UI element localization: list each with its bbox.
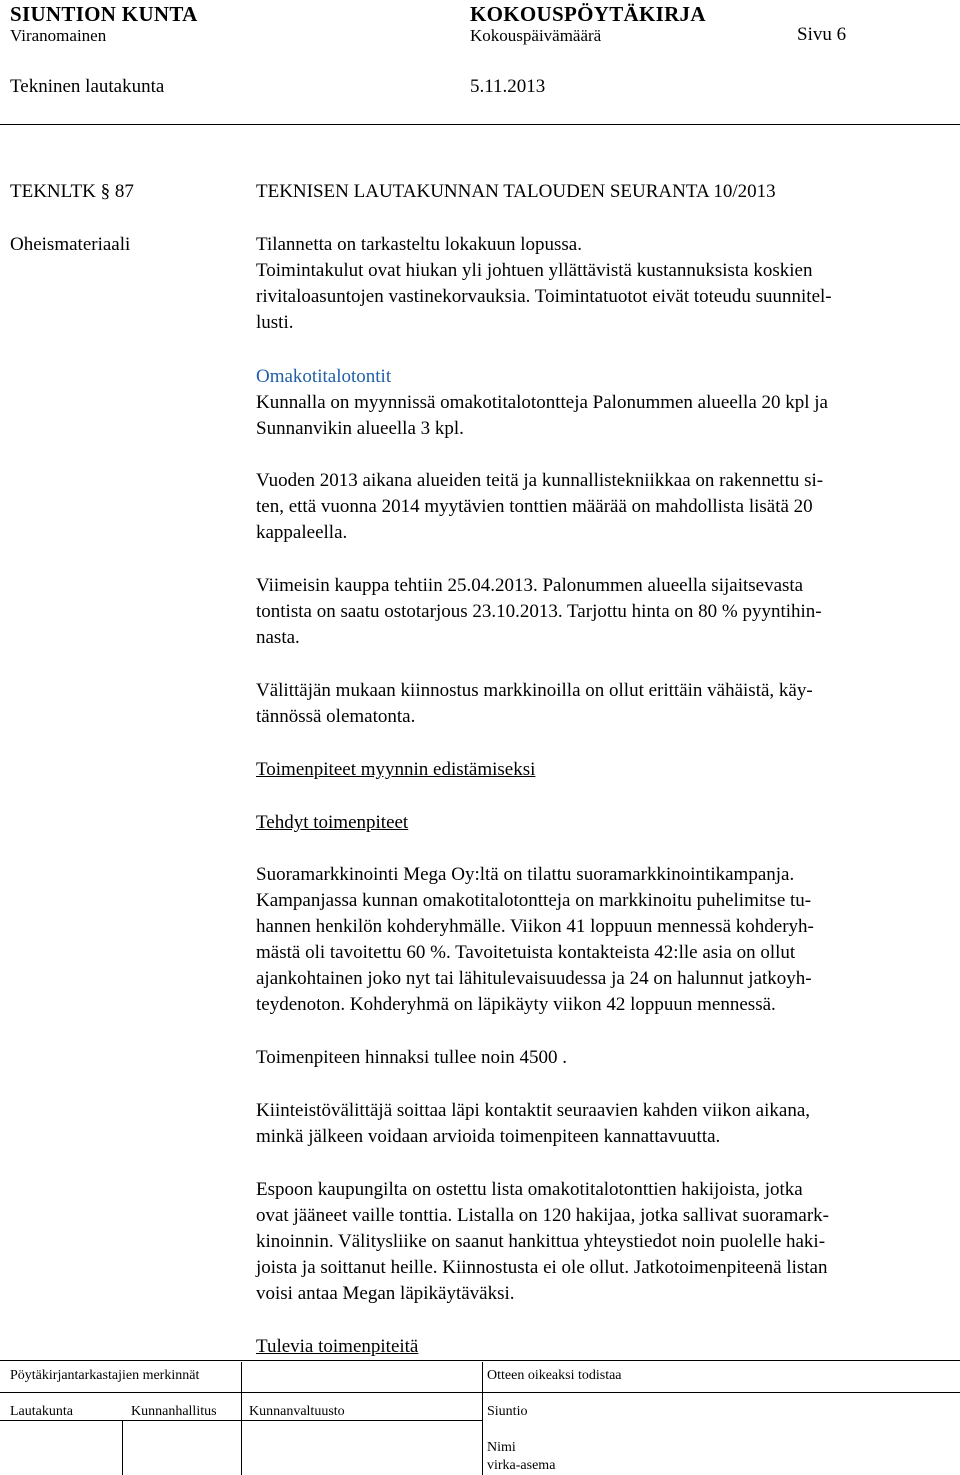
paragraph-status (256, 232, 951, 336)
text-line: nasta. (256, 627, 300, 648)
footer-vline-1 (122, 1420, 123, 1475)
col-council: Kunnanvaltuusto (249, 1404, 345, 1419)
footer-top-rule (0, 1360, 960, 1361)
paragraph-last-sale (256, 573, 951, 651)
name-label: Nimi (487, 1440, 516, 1455)
text-line: Kiinteistövälittäjä soittaa läpi kontaktit seuraavien kahden viikon aikana, (256, 1100, 811, 1121)
heading-done-measures (256, 810, 951, 836)
meeting-date: 5.11.2013 (470, 76, 546, 97)
date-label: Kokouspäivämäärä (470, 26, 602, 45)
page-number: Sivu 6 (797, 24, 847, 45)
attachment-label: Oheismateriaali (10, 234, 131, 255)
footer-vline-2 (241, 1362, 242, 1475)
heading-measures-text: Toimenpiteet myynnin edistämiseksi (256, 759, 536, 780)
paragraph-infrastructure (256, 468, 951, 546)
text-line: rivitaloasuntojen vastinekorvauksia. Toimintatuotot eivät toteudu suunnitel- (256, 286, 832, 307)
text-line: Sunnanvikin alueella 3 kpl. (256, 418, 464, 439)
text-line: mästä oli tavoitettu 60 %. Tavoitetuista kontakteista 42:lle asia on ollut (256, 942, 796, 963)
committee-name: Tekninen lautakunta (10, 76, 165, 97)
heading-done-measures-text: Tehdyt toimenpiteet (256, 812, 409, 833)
section-title: TEKNISEN LAUTAKUNNAN TALOUDEN SEURANTA 10/2013 (256, 181, 776, 202)
header-divider (0, 124, 960, 125)
text-line: joista ja soittanut heille. Kiinnostusta ei ole ollut. Jatkotoimenpiteenä listan (256, 1257, 828, 1278)
text-line: minkä jälkeen voidaan arvioida toimenpiteen kannattavuutta. (256, 1126, 721, 1147)
text-line: Tilannetta on tarkasteltu lokakuun lopussa. (256, 234, 582, 255)
heading-omakotitalotontit: Omakotitalotontit (256, 366, 392, 387)
text-line: Viimeisin kauppa tehtiin 25.04.2013. Palonummen alueella sijaitsevasta (256, 575, 804, 596)
text-line: Vuoden 2013 aikana alueiden teitä ja kunnallistekniikkaa on rakennettu si- (256, 470, 824, 491)
authority-label: Viranomainen (10, 26, 107, 45)
text-line: Kunnalla on myynnissä omakotitalotontteja Palonummen alueella 20 kpl ja (256, 392, 828, 413)
footer-vline-3 (482, 1362, 483, 1475)
paragraph-campaign (256, 862, 951, 1018)
certified-label: Otteen oikeaksi todistaa (487, 1368, 622, 1383)
heading-upcoming (256, 1334, 951, 1360)
paragraph-cost (256, 1045, 951, 1071)
signers-label: Pöytäkirjantarkastajien merkinnät (10, 1368, 200, 1383)
col-municipal-board: Kunnanhallitus (131, 1404, 217, 1419)
text-line: ten, että vuonna 2014 myytävien tonttien määrää on mahdollista lisätä 20 (256, 496, 813, 517)
paragraph-broker (256, 678, 951, 730)
text-line: teydenoton. Kohderyhmä on läpikäyty viikon 42 loppuun mennessä. (256, 994, 776, 1015)
text-line: Kampanjassa kunnan omakotitalotontteja on markkinoitu puhelimitse tu- (256, 890, 812, 911)
text-line: kappaleella. (256, 522, 348, 543)
document-type: KOKOUSPÖYTÄKIRJA (470, 2, 706, 26)
text-line: Espoon kaupungilta on ostettu lista omakotitalotonttien hakijoista, jotka (256, 1179, 803, 1200)
org-name: SIUNTION KUNTA (10, 2, 198, 26)
text-line: Toimintakulut ovat hiukan yli johtuen yllättävistä kustannuksista koskien (256, 260, 813, 281)
text-line: hannen henkilön kohderyhmälle. Viikon 41 loppuun mennessä kohderyh- (256, 916, 814, 937)
place-label: Siuntio (487, 1404, 528, 1419)
section-plots (256, 364, 951, 442)
heading-upcoming-text: Tulevia toimenpiteitä (256, 1336, 419, 1357)
text-line: kinoinnin. Välitysliike on saanut hankittua yhteystiedot noin puolelle haki- (256, 1231, 826, 1252)
heading-measures (256, 757, 951, 783)
text-line: Toimenpiteen hinnaksi tullee noin 4500 . (256, 1047, 568, 1068)
text-line: lusti. (256, 312, 294, 333)
title-label: virka-asema (487, 1458, 556, 1473)
footer-mid-rule (0, 1392, 960, 1393)
text-line: Suoramarkkinointi Mega Oy:ltä on tilattu suoramarkkinointikampanja. (256, 864, 795, 885)
text-line: ajankohtainen joko nyt tai lähitulevaisuudessa ja 24 on halunnut jatkoyh- (256, 968, 812, 989)
text-line: Välittäjän mukaan kiinnostus markkinoilla on ollut erittäin vähäistä, käy- (256, 680, 813, 701)
paragraph-realtor (256, 1098, 951, 1150)
paragraph-espoo-list (256, 1177, 951, 1307)
col-board: Lautakunta (10, 1404, 73, 1419)
section-number: TEKNLTK § 87 (10, 181, 134, 202)
text-line: ovat jääneet vaille tonttia. Listalla on 120 hakijaa, jotka sallivat suoramark- (256, 1205, 829, 1226)
text-line: tontista on saatu ostotarjous 23.10.2013. Tarjottu hinta on 80 % pyyntihin- (256, 601, 822, 622)
text-line: tännössä olematonta. (256, 706, 416, 727)
text-line: voisi antaa Megan läpikäytäväksi. (256, 1283, 515, 1304)
